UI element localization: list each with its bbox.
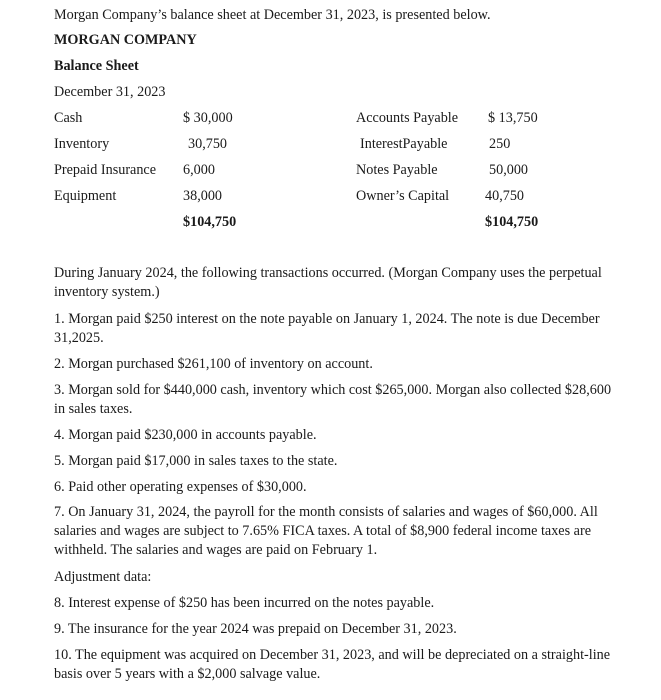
liability-label: InterestPayable <box>360 136 448 152</box>
balance-sheet-title: Balance Sheet <box>54 58 139 74</box>
liability-value: 250 <box>489 136 511 152</box>
adjustment-item: 10. The equipment was acquired on December 31, 2023, and will be depreciated on a straight-line basis over 5 years with a $2,000 salvage value. <box>54 647 611 682</box>
transaction-item: 2. Morgan purchased $261,100 of inventory on account. <box>54 356 373 372</box>
liability-value: $ 13,750 <box>488 110 538 126</box>
transaction-item: 6. Paid other operating expenses of $30,000. <box>54 479 307 495</box>
company-name: MORGAN COMPANY <box>54 32 197 48</box>
asset-label: Cash <box>54 110 83 126</box>
transaction-item: 1. Morgan paid $250 interest on the note payable on January 1, 2024. The note is due December 31,2025. <box>54 311 600 346</box>
asset-label: Equipment <box>54 188 117 204</box>
assets-total: $104,750 <box>183 214 237 230</box>
liability-label: Accounts Payable <box>356 110 459 126</box>
asset-value: 30,750 <box>188 136 228 152</box>
asset-label: Prepaid Insurance <box>54 162 157 178</box>
transaction-item: 3. Morgan sold for $440,000 cash, inventory which cost $265,000. Morgan also collected $28,600 in sales taxes. <box>54 382 612 417</box>
adjustment-item: 9. The insurance for the year 2024 was prepaid on December 31, 2023. <box>54 621 457 637</box>
balance-sheet-date: December 31, 2023 <box>54 84 166 100</box>
liability-value: 40,750 <box>485 188 525 204</box>
asset-value: $ 30,000 <box>183 110 233 126</box>
adjustment-heading: Adjustment data: <box>54 569 152 585</box>
transaction-item: 4. Morgan paid $230,000 in accounts payable. <box>54 427 317 443</box>
transaction-item: 7. On January 31, 2024, the payroll for the month consists of salaries and wages of $60,000. All salaries and wages are subject to 7.65% FICA taxes. A total of $8,900 federal income taxes are withheld. The salaries and wages are paid on February 1. <box>54 504 598 558</box>
transactions-intro: During January 2024, the following transactions occurred. (Morgan Company uses the perpetual inventory system.) <box>54 265 602 300</box>
asset-label: Inventory <box>54 136 110 152</box>
liability-label: Owner’s Capital <box>356 188 450 204</box>
liabilities-total: $104,750 <box>485 214 539 230</box>
intro-text: Morgan Company’s balance sheet at December 31, 2023, is presented below. <box>54 7 491 23</box>
transaction-item: 5. Morgan paid $17,000 in sales taxes to the state. <box>54 453 338 469</box>
asset-value: 38,000 <box>183 188 223 204</box>
adjustment-item: 8. Interest expense of $250 has been incurred on the notes payable. <box>54 595 435 611</box>
asset-value: 6,000 <box>183 162 215 178</box>
liability-label: Notes Payable <box>356 162 438 178</box>
liability-value: 50,000 <box>489 162 529 178</box>
